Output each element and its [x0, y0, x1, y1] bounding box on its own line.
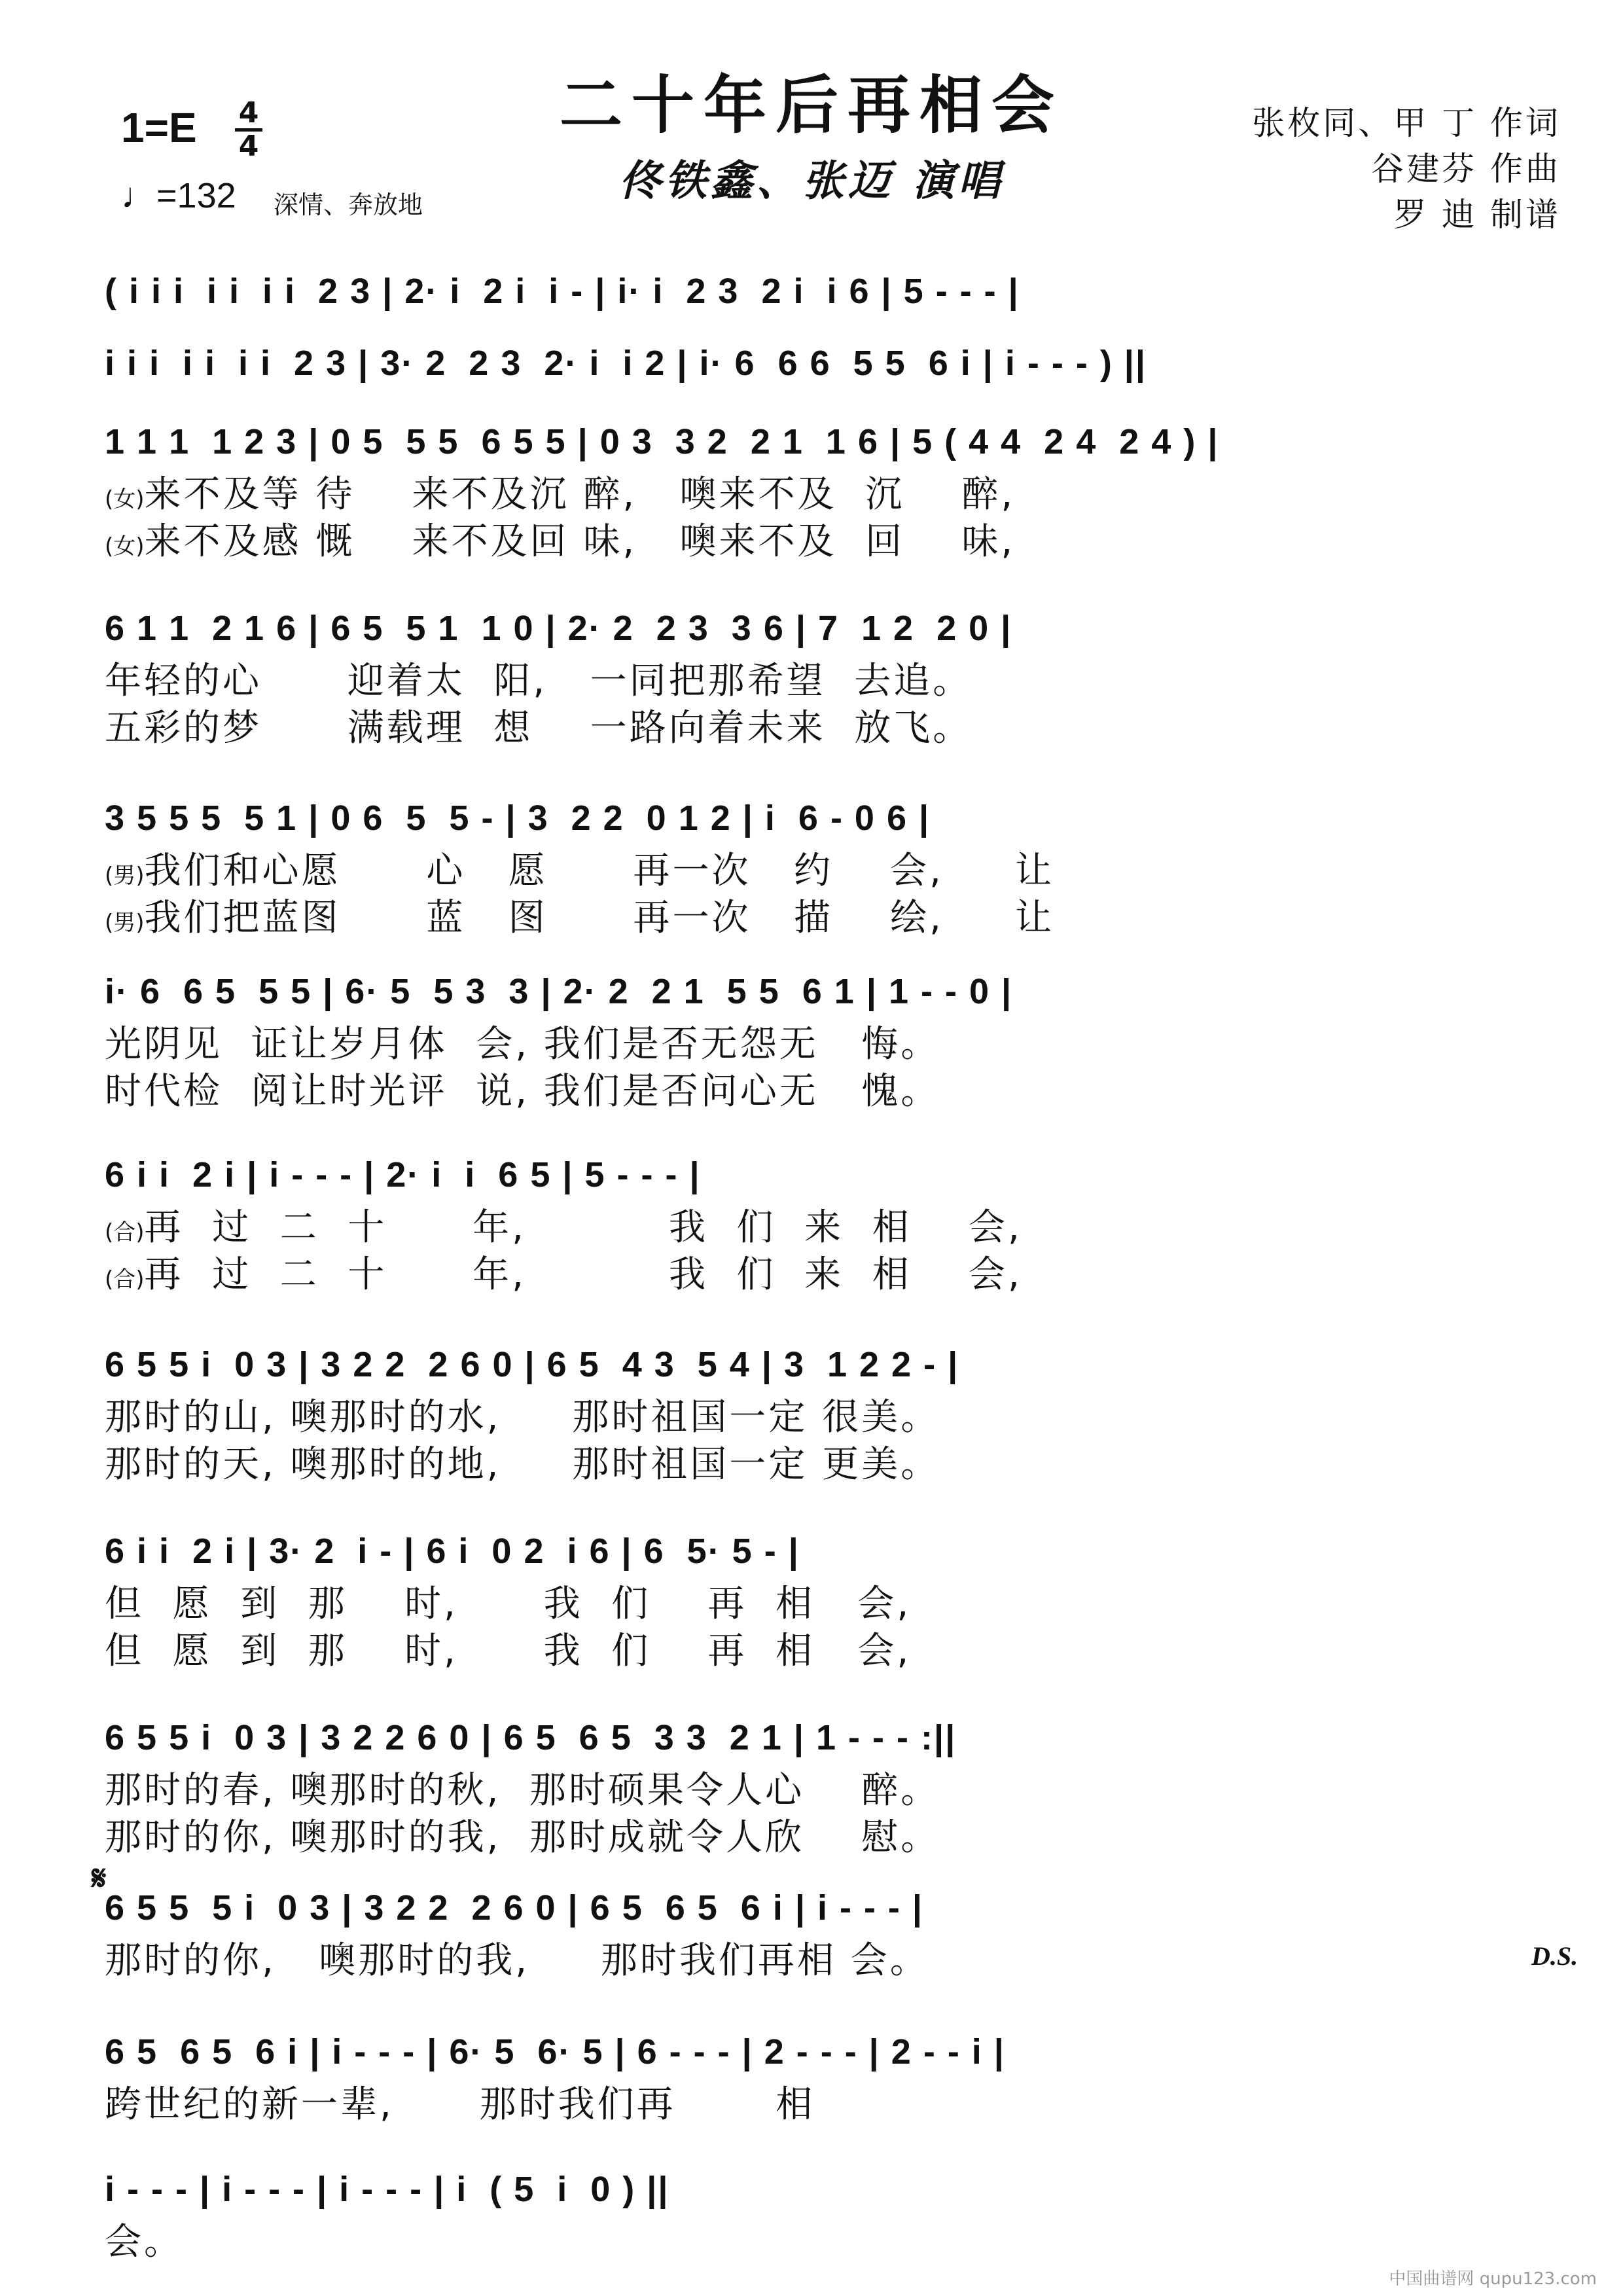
lyric-text: 来不及感 慨 来不及回 味, 噢来不及 回 味, — [144, 520, 1016, 563]
notation-line: 6 i i 2 i | 3· 2 i - | 6 i 0 2 i 6 | 6 5· 5 - | — [105, 1532, 800, 1571]
score-row-13 — [105, 2160, 1577, 2266]
singers-credit: 佟铁鑫、张迈 演唱 — [618, 156, 1005, 206]
arranger-credit: 罗 迪 制谱 — [1393, 196, 1561, 234]
watermark: 中国曲谱网 qupu123.com — [1389, 2269, 1597, 2289]
lyric-text: 但 愿 到 那 时, 我 们 再 相 会, — [105, 1583, 912, 1625]
score-row-7 — [105, 1145, 1577, 1299]
lyric-line — [105, 1068, 1577, 1115]
notation-line: 6 5 6 5 6 i | i - - - | 6· 5 6· 5 | 6 - - - | 2 - - - | 2 - - i | — [105, 2032, 1005, 2072]
expression-marking: 深情、奔放地 — [274, 190, 423, 219]
lyric-text: 我们把蓝图 蓝 图 再一次 描 绘, 让 — [144, 897, 1054, 939]
notation-line: 6 5 5 i 0 3 | 3 2 2 2 6 0 | 6 5 4 3 5 4 | 3 1 2 2 - | — [105, 1345, 959, 1384]
composer-credit: 谷建芬 作曲 — [1371, 150, 1561, 188]
lyric-text: 光阴见 证让岁月体 会, 我们是否无怨无 悔。 — [105, 1023, 940, 1066]
lyric-text: 来不及等 待 来不及沉 醉, 噢来不及 沉 醉, — [144, 473, 1016, 516]
voice-label: (合) — [105, 1219, 145, 1246]
lyric-line — [105, 471, 1577, 518]
notation-line: i - - - | i - - - | i - - - | i ( 5 i 0 ) || — [105, 2170, 669, 2209]
lyric-line — [105, 1937, 1577, 1984]
notation-line: ( i i i i i i i 2 3 | 2· i 2 i i - | i· i 2 3 2 i i 6 | 5 - - - | — [105, 272, 1020, 311]
lyric-line — [105, 1581, 1577, 1628]
voice-label: (女) — [105, 533, 145, 560]
lyric-text: 五彩的梦 满载理 想 一路向着未来 放飞。 — [105, 707, 972, 749]
lyric-text: 我们和心愿 心 愿 再一次 约 会, 让 — [144, 850, 1054, 892]
notation-line: 6 1 1 2 1 6 | 6 5 5 1 1 0 | 2· 2 2 3 3 6 | 7 1 2 2 0 | — [105, 609, 1012, 648]
voice-label: (女) — [105, 486, 145, 512]
lyric-text: 但 愿 到 那 时, 我 们 再 相 会, — [105, 1630, 912, 1672]
score-row-8 — [105, 1335, 1577, 1488]
lyric-line — [105, 1204, 1577, 1251]
lyric-text: 再 过 二 十 年, 我 们 来 相 会, — [144, 1206, 1022, 1249]
lyric-line — [105, 1767, 1577, 1814]
lyric-line — [105, 1251, 1577, 1299]
ds-marking: D.S. — [1531, 1941, 1578, 1971]
score-row-9 — [105, 1522, 1577, 1675]
time-signature-bottom: 4 — [238, 130, 259, 163]
score-row-10 — [105, 1708, 1577, 1861]
notation-line: 1 1 1 1 2 3 | 0 5 5 5 6 5 5 | 0 3 3 2 2 1 1 6 | 5 ( 4 4 2 4 2 4 ) | — [105, 422, 1219, 461]
lyric-text: 那时的你, 噢那时的我, 那时我们再相 会。 — [105, 1939, 929, 1982]
notation-line: i· 6 6 5 5 5 | 6· 5 5 3 3 | 2· 2 2 1 5 5 6 1 | 1 - - 0 | — [105, 972, 1013, 1011]
score-row-1 — [105, 262, 1577, 321]
notation-line: i i i i i i i 2 3 | 3· 2 2 3 2· i i 2 | i· 6 6 6 5 5 6 i | i - - - ) || — [105, 344, 1147, 383]
voice-label: (男) — [105, 910, 145, 936]
time-signature-top: 4 — [238, 96, 259, 130]
lyric-text: 再 过 二 十 年, 我 们 来 相 会, — [144, 1253, 1022, 1296]
score-row-12 — [105, 2022, 1577, 2128]
lyric-text: 跨世纪的新一辈, 那时我们再 相 — [105, 2083, 815, 2126]
notation-line: 3 5 5 5 5 1 | 0 6 5 5 - | 3 2 2 0 1 2 | i 6 - 0 6 | — [105, 798, 931, 838]
lyric-line — [105, 2219, 1577, 2266]
lyric-text: 那时的天, 噢那时的地, 那时祖国一定 更美。 — [105, 1443, 940, 1486]
lyric-text: 会。 — [105, 2221, 183, 2263]
score-row-4 — [105, 599, 1577, 752]
lyric-text: 那时的春, 噢那时的秋, 那时硕果令人心 醉。 — [105, 1769, 940, 1812]
lyric-line — [105, 658, 1577, 705]
score-row-11 — [105, 1878, 1577, 1984]
lyric-line — [105, 705, 1577, 752]
lyric-line — [105, 895, 1577, 942]
song-title: 二十年后再相会 — [560, 68, 1063, 142]
score-row-3 — [105, 412, 1577, 565]
voice-label: (合) — [105, 1266, 145, 1293]
notation-line: 6 5 5 i 0 3 | 3 2 2 6 0 | 6 5 6 5 3 3 2 1 | 1 - - - :|| — [105, 1718, 957, 1757]
lyric-line — [105, 1441, 1577, 1488]
tempo-marking: ♩=132 — [121, 176, 236, 215]
lyricist-credit: 张枚同、甲 丁 作词 — [1252, 104, 1561, 142]
lyric-line — [105, 1021, 1577, 1068]
lyric-line — [105, 2081, 1577, 2128]
key-signature: 1=E — [121, 104, 197, 151]
lyric-text: 时代检 阅让时光评 说, 我们是否问心无 愧。 — [105, 1070, 940, 1113]
notation-line: 6 i i 2 i | i - - - | 2· i i 6 5 | 5 - - - | — [105, 1155, 701, 1194]
score-row-2 — [105, 334, 1577, 393]
voice-label: (男) — [105, 863, 145, 889]
lyric-text: 那时的山, 噢那时的水, 那时祖国一定 很美。 — [105, 1396, 940, 1439]
lyric-line — [105, 1394, 1577, 1441]
lyric-line — [105, 1628, 1577, 1675]
score-row-6 — [105, 962, 1577, 1115]
segno-mark: 𝄋 — [92, 1859, 107, 1898]
score-row-5 — [105, 789, 1577, 942]
lyric-line — [105, 518, 1577, 565]
lyric-text: 那时的你, 噢那时的我, 那时成就令人欣 慰。 — [105, 1816, 940, 1859]
time-signature — [232, 98, 265, 162]
lyric-line — [105, 1814, 1577, 1861]
notation-line: 6 5 5 5 i 0 3 | 3 2 2 2 6 0 | 6 5 6 5 6 i | i - - - | — [105, 1888, 924, 1928]
lyric-text: 年轻的心 迎着太 阳, 一同把那希望 去追。 — [105, 660, 972, 702]
lyric-line — [105, 848, 1577, 895]
